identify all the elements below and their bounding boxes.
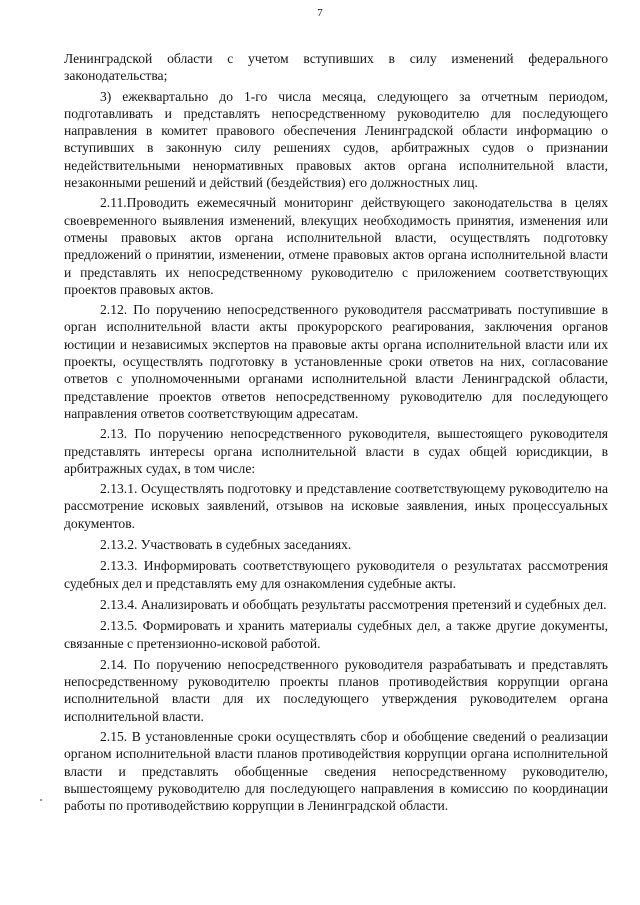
paragraph-2-13-1: 2.13.1. Осуществлять подготовку и представление соответствующему руководителю на рассмотрение исковых заявлений, отзывов на исковые заявления, иных процессуальных документов. [64,481,608,531]
paragraph-2-12: 2.12. По поручению непосредственного руководителя рассматривать поступившие в орган исполнительной власти акты прокурорского реагирования, заключения органов юстиции и независимых экспертов на правовые акты органа исполнительной власти или их проекты, осуществлять подготовку в установленные сроки ответов на них, согласование ответов с уполномоченными органами исполнительной власти Ленинградской области, представление проектов ответов непосредственному руководителю для последующего направления ответов соответствующим адресатам. [64,302,608,421]
paragraph-2-15: 2.15. В установленные сроки осуществлять сбор и обобщение сведений о реализации органом исполнительной власти планов противодействия коррупции органа исполнительной власти и представлять обобщенные сведения непосредственному руководителю, вышестоящему руководителю для последующего направления в комиссию по координации работы по противодействию коррупции в Ленинградской области. [64,728,608,814]
paragraph-2-13-3: 2.13.3. Информировать соответствующего руководителя о результатах рассмотрения судебных дел и представлять ему для ознакомления судебные акты. [64,558,608,591]
scan-speck [40,799,42,801]
paragraph-2-13-4: 2.13.4. Анализировать и обобщать результаты рассмотрения претензий и судебных дел. [100,596,607,612]
page-number: 7 [317,7,323,19]
document-body [64,50,608,817]
paragraph-continuation: Ленинградской области с учетом вступивших в силу изменений федерального законодательства; [64,51,608,84]
paragraph-2-13: 2.13. По поручению непосредственного руководителя, вышестоящего руководителя представлять интересы органа исполнительной власти в судах общей юрисдикции, в арбитражных судах, в том числе: [64,426,608,476]
paragraph-2-14: 2.14. По поручению непосредственного руководителя разрабатывать и представлять непосредственному руководителю проекты планов противодействия коррупции органа исполнительной власти для их последующего утверждения руководителем органа исполнительной власти. [64,656,608,724]
paragraph-2-13-2: 2.13.2. Участвовать в судебных заседаниях. [100,537,352,553]
paragraph-2-11: 2.11.Проводить ежемесячный мониторинг действующего законодательства в целях своевременного выявления изменений, влекущих необходимость принятия, изменения или отмены правовых актов органа исполнительной власти, осуществлять подготовку предложений о принятии, изменении, отмене правовых актов органа исполнительной власти и представлять их непосредственному руководителю с приложением соответствующих проектов правовых актов. [64,195,608,297]
paragraph-item-3: 3) ежеквартально до 1-го числа месяца, следующего за отчетным периодом, подготавливать и представлять непосредственному руководителю для последующего направления в комитет правового обеспечения Ленинградской области информацию о вступивших в законную силу решениях судов, арбитражных судов о признании недействительными ненормативных правовых актов органа исполнительной власти, незаконными решений и действий (бездействия) его должностных лиц. [64,88,608,191]
paragraph-2-13-5: 2.13.5. Формировать и хранить материалы судебных дел, а также другие документы, связанные с претензионно-исковой работой. [64,618,608,651]
